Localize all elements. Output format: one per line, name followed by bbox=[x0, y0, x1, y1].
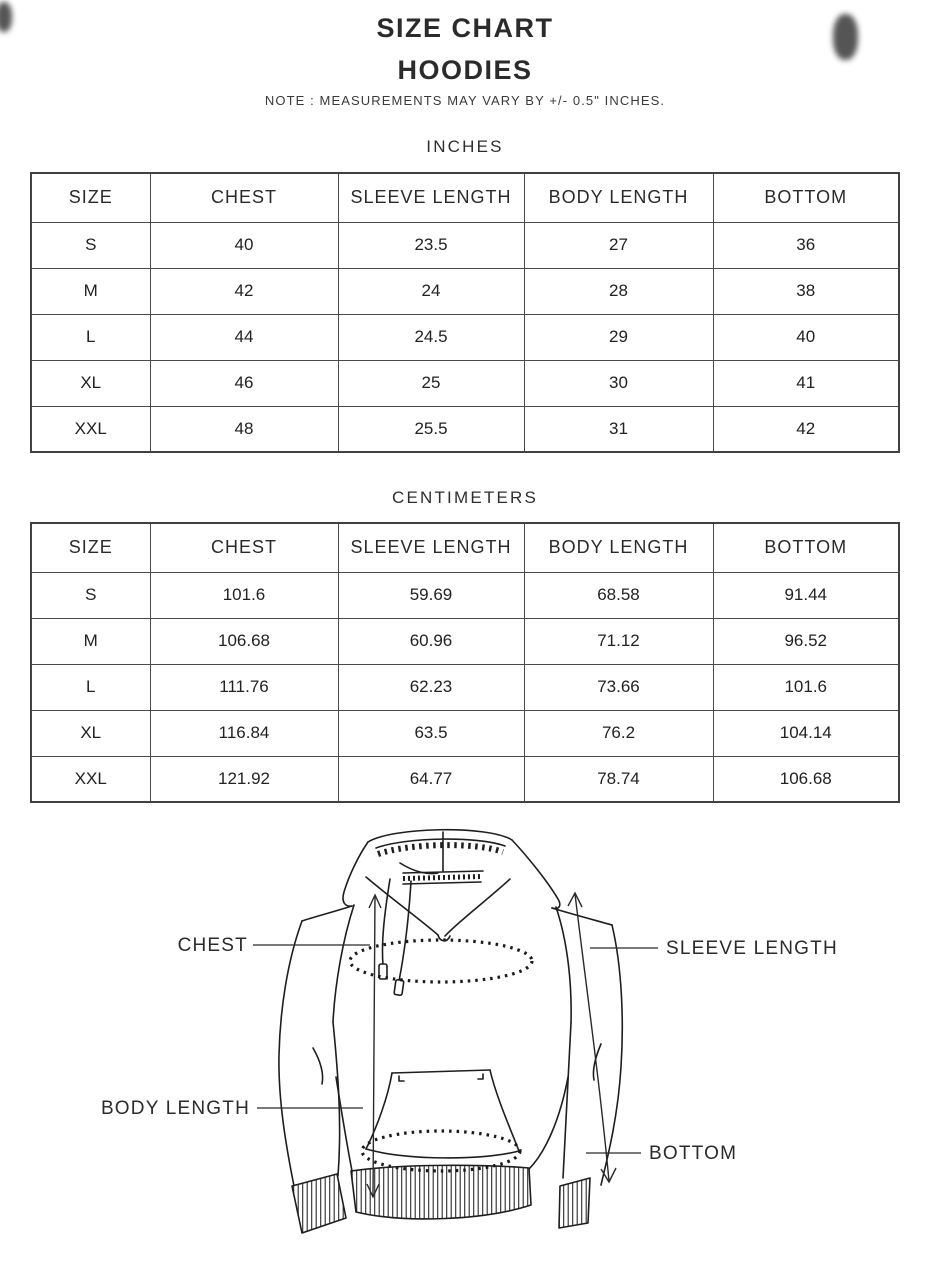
hem-band bbox=[351, 1165, 531, 1219]
body-length-label: BODY LENGTH bbox=[100, 1098, 250, 1119]
value-cell: 28 bbox=[524, 268, 713, 314]
value-cell: 42 bbox=[713, 406, 899, 452]
table-row-xxl bbox=[31, 406, 899, 452]
value-cell: 76.2 bbox=[524, 710, 713, 756]
cuff-right bbox=[559, 1178, 590, 1228]
value-cell: 59.69 bbox=[338, 572, 524, 618]
value-cell: 30 bbox=[524, 360, 713, 406]
cuff-left bbox=[292, 1174, 346, 1233]
inches-header-row bbox=[31, 173, 899, 222]
value-cell: 23.5 bbox=[338, 222, 524, 268]
inches-table bbox=[30, 172, 900, 453]
sleeve-length-label: SLEEVE LENGTH bbox=[666, 938, 838, 959]
sleeve-length-arrow bbox=[568, 893, 616, 1182]
header-cell-bottom: BOTTOM bbox=[713, 173, 899, 222]
drawstring-right bbox=[399, 881, 411, 981]
value-cell: 46 bbox=[150, 360, 338, 406]
value-cell: 104.14 bbox=[713, 710, 899, 756]
value-cell: 62.23 bbox=[338, 664, 524, 710]
centimeters-table bbox=[30, 522, 900, 803]
value-cell: 71.12 bbox=[524, 618, 713, 664]
value-cell: 106.68 bbox=[150, 618, 338, 664]
hoodie-diagram bbox=[0, 815, 930, 1280]
value-cell: 24 bbox=[338, 268, 524, 314]
value-cell: 91.44 bbox=[713, 572, 899, 618]
value-cell: 101.6 bbox=[713, 664, 899, 710]
value-cell: 60.96 bbox=[338, 618, 524, 664]
table-row-xl bbox=[31, 710, 899, 756]
header-cell-size: SIZE bbox=[31, 523, 150, 572]
value-cell: 78.74 bbox=[524, 756, 713, 802]
table-row-m bbox=[31, 618, 899, 664]
table-row-m bbox=[31, 268, 899, 314]
size-cell: L bbox=[31, 664, 150, 710]
value-cell: 36 bbox=[713, 222, 899, 268]
table-row-l bbox=[31, 314, 899, 360]
chest-label: CHEST bbox=[177, 935, 248, 956]
size-cell: M bbox=[31, 618, 150, 664]
header-cell-body-length: BODY LENGTH bbox=[524, 173, 713, 222]
table-row-s bbox=[31, 222, 899, 268]
inches-section-label: INCHES bbox=[426, 137, 504, 156]
size-cell: S bbox=[31, 222, 150, 268]
value-cell: 106.68 bbox=[713, 756, 899, 802]
value-cell: 25.5 bbox=[338, 406, 524, 452]
value-cell: 64.77 bbox=[338, 756, 524, 802]
value-cell: 116.84 bbox=[150, 710, 338, 756]
value-cell: 31 bbox=[524, 406, 713, 452]
value-cell: 24.5 bbox=[338, 314, 524, 360]
hood-outline bbox=[368, 830, 512, 842]
size-cell: XL bbox=[31, 710, 150, 756]
value-cell: 44 bbox=[150, 314, 338, 360]
centimeters-header-row bbox=[31, 523, 899, 572]
header-cell-size: SIZE bbox=[31, 173, 150, 222]
value-cell: 121.92 bbox=[150, 756, 338, 802]
value-cell: 111.76 bbox=[150, 664, 338, 710]
page-subtitle: HOODIES bbox=[397, 55, 533, 85]
aglet-right bbox=[394, 980, 404, 996]
table-row-xl bbox=[31, 360, 899, 406]
size-cell: XXL bbox=[31, 406, 150, 452]
value-cell: 63.5 bbox=[338, 710, 524, 756]
note-text: NOTE : MEASUREMENTS MAY VARY BY +/- 0.5" INCHES. bbox=[264, 93, 666, 108]
value-cell: 40 bbox=[150, 222, 338, 268]
value-cell: 73.66 bbox=[524, 664, 713, 710]
value-cell: 101.6 bbox=[150, 572, 338, 618]
header-cell-chest: CHEST bbox=[150, 173, 338, 222]
value-cell: 48 bbox=[150, 406, 338, 452]
value-cell: 29 bbox=[524, 314, 713, 360]
value-cell: 41 bbox=[713, 360, 899, 406]
hoodie-line-art bbox=[279, 830, 622, 1233]
size-cell: L bbox=[31, 314, 150, 360]
value-cell: 27 bbox=[524, 222, 713, 268]
centimeters-section-label: CENTIMETERS bbox=[391, 488, 539, 507]
bottom-label: BOTTOM bbox=[649, 1143, 738, 1164]
table-row-l bbox=[31, 664, 899, 710]
size-cell: M bbox=[31, 268, 150, 314]
header-cell-sleeve-length: SLEEVE LENGTH bbox=[338, 523, 524, 572]
value-cell: 96.52 bbox=[713, 618, 899, 664]
value-cell: 40 bbox=[713, 314, 899, 360]
header-cell-body-length: BODY LENGTH bbox=[524, 523, 713, 572]
table-row-xxl bbox=[31, 756, 899, 802]
size-cell: S bbox=[31, 572, 150, 618]
value-cell: 42 bbox=[150, 268, 338, 314]
size-cell: XXL bbox=[31, 756, 150, 802]
value-cell: 25 bbox=[338, 360, 524, 406]
page-title: SIZE CHART bbox=[376, 13, 554, 43]
value-cell: 38 bbox=[713, 268, 899, 314]
header-cell-chest: CHEST bbox=[150, 523, 338, 572]
table-row-s bbox=[31, 572, 899, 618]
pocket-outline bbox=[392, 1070, 490, 1073]
size-cell: XL bbox=[31, 360, 150, 406]
header-cell-sleeve-length: SLEEVE LENGTH bbox=[338, 173, 524, 222]
value-cell: 68.58 bbox=[524, 572, 713, 618]
header-cell-bottom: BOTTOM bbox=[713, 523, 899, 572]
chest-measure-ellipse bbox=[350, 940, 532, 982]
